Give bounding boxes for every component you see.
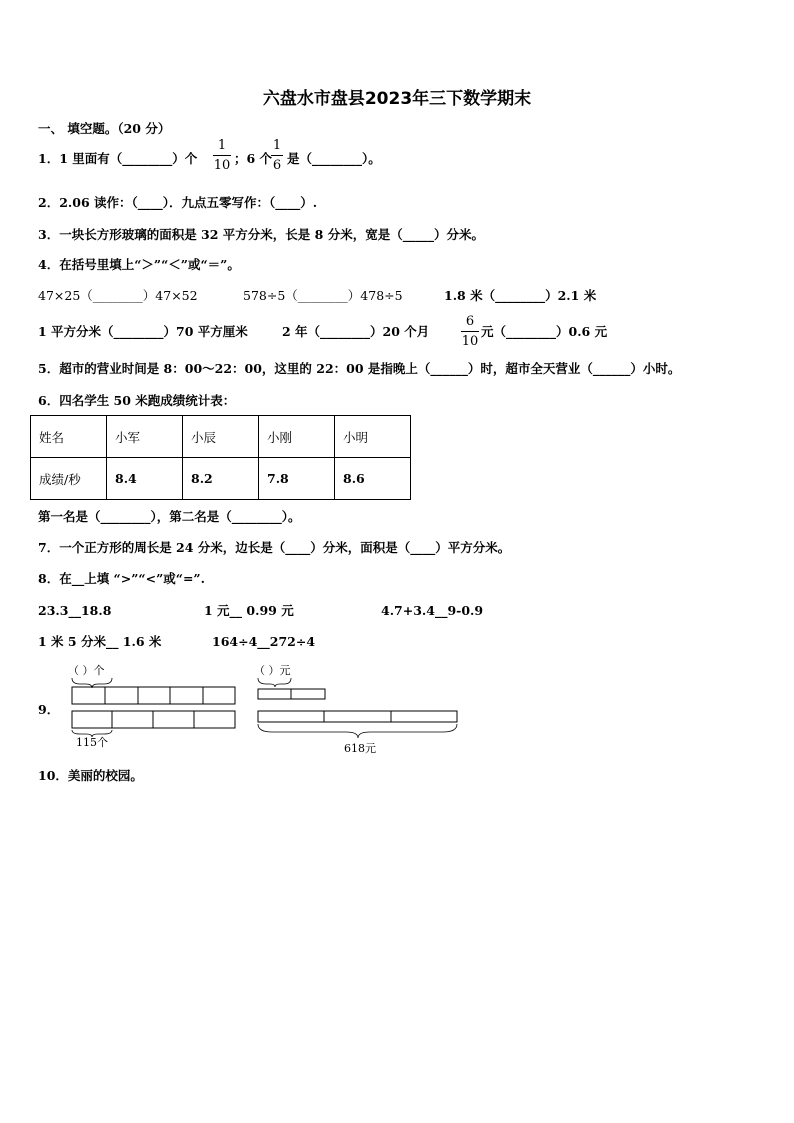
table-cell: 小军	[107, 416, 183, 458]
right-bottom-label: 618元	[344, 742, 376, 755]
score-table	[30, 415, 411, 500]
question-5: 5．超市的营业时间是 8：00～22：00，这里的 22：00 是指晚上（______）时，超市全天营业（______）小时。	[38, 361, 681, 376]
q4-item-5: 2 年（________）20 个月	[282, 324, 430, 339]
question-8: 8．在__上填 “>”“<”或“=”.	[38, 571, 205, 586]
q4-item-1: 47×25（________）47×52	[38, 288, 198, 303]
table-cell: 小刚	[259, 416, 335, 458]
table-cell: 8.4	[107, 458, 183, 500]
table-cell: 7.8	[259, 458, 335, 500]
page-title: 六盘水市盘县2023年三下数学期末	[262, 89, 532, 109]
fraction-numerator: 1	[272, 138, 282, 153]
q4-item-2: 578÷5（________）478÷5	[243, 288, 403, 303]
q8-item-5: 164÷4__272÷4	[212, 634, 316, 649]
q1-text-c: 是（________）。	[287, 151, 381, 166]
q1-text-a: 1．1 里面有（________）个	[38, 151, 198, 166]
q4-item-3: 1.8 米（________）2.1 米	[444, 288, 597, 303]
question-3: 3．一块长方形玻璃的面积是 32 平方分米，长是 8 分米，宽是（_____）分米。	[38, 227, 484, 242]
fraction-denominator: 10	[213, 158, 231, 173]
table-row	[31, 458, 411, 500]
left-top-label: （ ）个	[68, 664, 105, 677]
q8-item-3: 4.7+3.4__9-0.9	[381, 603, 484, 618]
table-cell: 8.2	[183, 458, 259, 500]
question-6-answer: 第一名是（________），第二名是（________）。	[38, 509, 301, 524]
fraction-numerator: 1	[217, 138, 227, 153]
fraction-6-10	[461, 314, 479, 349]
right-top-label: （ ）元	[254, 664, 291, 677]
table-cell: 姓名	[31, 416, 107, 458]
question-10: 10．美丽的校园。	[38, 768, 143, 783]
segment-diagram-left	[60, 660, 250, 752]
q4-item-4: 1 平方分米（________）70 平方厘米	[38, 324, 248, 339]
table-cell: 8.6	[335, 458, 411, 500]
fraction-1-10	[213, 138, 231, 173]
fraction-denominator: 6	[272, 158, 282, 173]
question-6: 6．四名学生 50 米跑成绩统计表：	[38, 393, 236, 408]
question-1	[38, 151, 197, 167]
question-9-label: 9．	[38, 702, 60, 717]
q8-item-2: 1 元__ 0.99 元	[204, 603, 294, 618]
fraction-denominator: 10	[461, 334, 479, 349]
q8-item-4: 1 米 5 分米__ 1.6 米	[38, 634, 162, 649]
top-bar	[72, 687, 235, 704]
bottom-brace	[258, 724, 457, 738]
question-4: 4．在括号里填上“＞”“＜”或“＝”。	[38, 257, 240, 272]
table-cell: 小辰	[183, 416, 259, 458]
question-7: 7．一个正方形的周长是 24 分米，边长是（____）分米，面积是（____）平方分米。	[38, 540, 511, 555]
table-cell: 小明	[335, 416, 411, 458]
left-bottom-label: 115个	[76, 736, 108, 749]
q4-item-6: 元（________）0.6 元	[481, 324, 608, 339]
table-header-row	[31, 416, 411, 458]
top-brace	[258, 678, 291, 687]
q1-text-b: ；6 个	[234, 151, 273, 166]
segment-diagram-right	[250, 660, 465, 760]
fraction-1-6	[271, 138, 283, 173]
question-2: 2．2.06 读作：（____）．九点五零写作：（____）.	[38, 195, 318, 210]
table-cell: 成绩/秒	[31, 458, 107, 500]
bottom-bar	[258, 711, 457, 722]
fraction-numerator: 6	[465, 314, 475, 329]
q8-item-1: 23.3__18.8	[38, 603, 112, 618]
section-heading: 一、 填空题。（20 分）	[38, 121, 171, 136]
